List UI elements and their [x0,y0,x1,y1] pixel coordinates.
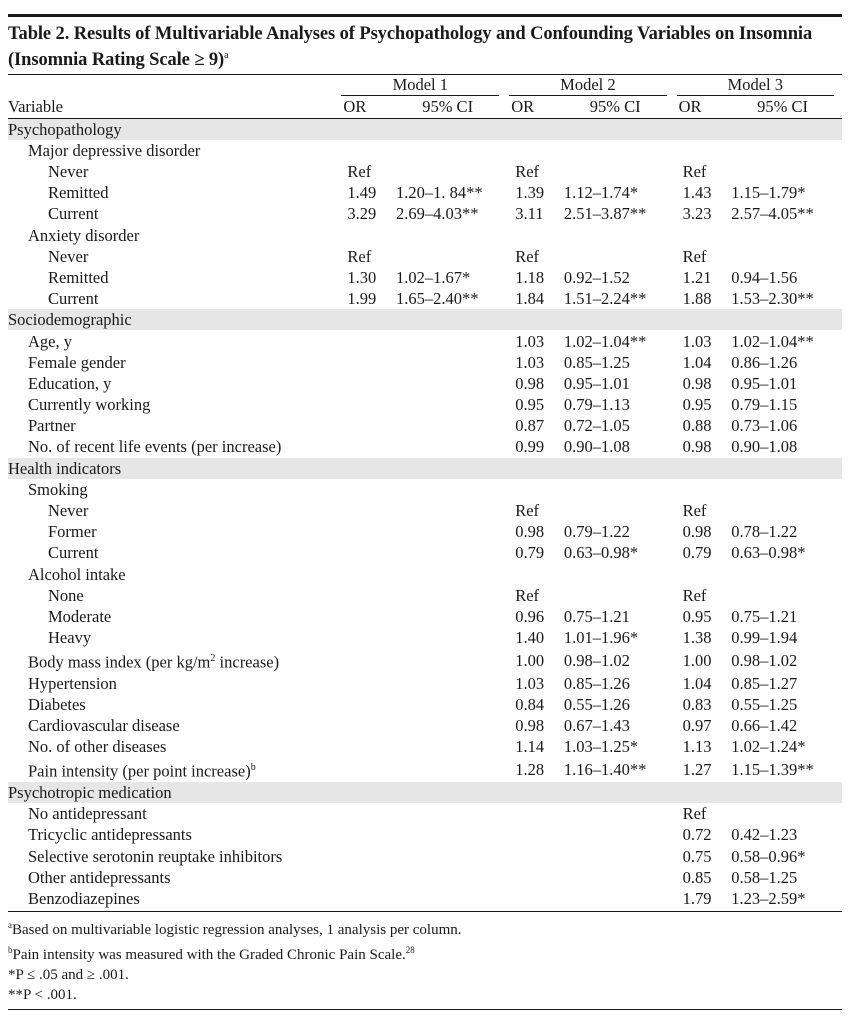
table-row [8,521,842,542]
row-label: Smoking [28,479,88,499]
or-cell [507,479,556,500]
table-row [8,648,842,673]
or-cell [507,803,556,824]
table-row [8,694,842,715]
ci-cell [388,627,507,648]
row-label: Current [48,543,99,563]
ci-cell [388,824,507,845]
or-cell [339,479,388,500]
row-label: Former [48,522,97,542]
ci-cell: 0.98–1.02 [563,650,630,670]
table-row [8,224,842,245]
row-label: Never [48,246,89,266]
table-row [8,394,842,415]
row-label: Age, y [28,331,72,351]
ci-cell: 0.90–1.08 [731,437,798,457]
footnotes [8,912,842,1005]
ci-cell: 0.85–1.25 [563,352,630,372]
or-cell [507,224,556,245]
or-cell: 0.88 [682,416,712,436]
or-cell [339,846,388,867]
or-cell [507,846,556,867]
ci-cell: 1.15–1.39** [731,760,814,780]
or-cell: 1.30 [347,267,377,287]
ci-cell [388,436,507,457]
ci-cell [556,161,675,182]
ci-header: 95% CI [723,96,842,118]
ci-cell: 0.90–1.08 [563,437,630,457]
ci-cell: 0.63–0.98* [731,543,806,563]
ci-cell: 1.53–2.30** [731,289,814,309]
or-cell: 0.72 [682,825,712,845]
ci-cell: 0.79–1.22 [563,522,630,542]
ci-cell: 0.99–1.94 [731,628,798,648]
ci-cell: 0.72–1.05 [563,416,630,436]
ci-cell: 1.02–1.67* [396,267,471,287]
row-label: Cardiovascular disease [28,716,180,736]
row-label: Anxiety disorder [28,225,140,245]
ci-cell [388,673,507,694]
ci-cell: 1.65–2.40** [396,289,479,309]
ci-cell: 2.69–4.03** [396,204,479,224]
or-cell [507,140,556,161]
row-label: None [48,585,84,605]
ci-cell [556,563,675,584]
or-cell: 1.18 [515,267,545,287]
ci-cell [723,140,842,161]
table-row [8,203,842,224]
ci-cell [556,585,675,606]
ci-cell: 0.67–1.43 [563,716,630,736]
ci-cell: 1.12–1.74* [563,183,639,203]
or-cell [339,224,388,245]
section-label: Psychotropic medication [8,782,842,803]
row-label: Hypertension [28,673,117,693]
table-row [8,585,842,606]
or-cell: Ref [515,162,540,181]
section-header-row [8,458,842,479]
ci-cell [388,352,507,373]
section-label: Sociodemographic [8,309,842,330]
footnote: *P ≤ .05 and ≥ .001. [8,967,129,984]
model-3-header: Model 3 [675,75,842,96]
ci-cell [723,224,842,245]
row-label: Selective serotonin reuptake inhibitors [28,846,283,866]
table-row [8,500,842,521]
table-row [8,606,842,627]
row-label: Remitted [48,183,109,203]
ci-cell: 0.85–1.27 [731,673,798,693]
ci-cell: 1.20–1. 84** [396,183,483,203]
ci-cell: 0.85–1.26 [563,673,630,693]
or-cell [339,373,388,394]
or-cell [675,224,724,245]
section-header-row [8,118,842,140]
row-label: Benzodiazepines [28,889,140,908]
or-cell [339,330,388,351]
ci-cell: 0.92–1.52 [563,267,630,287]
or-cell: 1.84 [515,289,545,309]
or-cell: 0.98 [515,373,545,393]
or-cell [339,394,388,415]
or-cell: 1.43 [682,183,712,203]
or-cell: 0.96 [515,606,545,626]
or-cell: 1.13 [682,737,712,757]
row-label: No antidepressant [28,804,147,824]
or-cell: 0.95 [682,606,712,626]
ci-cell: 0.55–1.25 [731,695,798,714]
or-cell: 1.79 [682,889,712,908]
model-2-header: Model 2 [507,75,674,96]
or-cell: 1.88 [682,289,712,309]
row-label: Tricyclic antidepressants [28,825,192,845]
ci-cell [556,246,675,267]
ci-cell: 0.75–1.21 [731,606,798,626]
ci-cell [556,140,675,161]
table-row [8,140,842,161]
ci-cell [723,803,842,824]
or-cell: 0.79 [515,543,545,563]
section-label: Psychopathology [8,118,842,140]
or-cell [339,867,388,888]
or-cell: 0.84 [515,695,545,714]
table-row [8,182,842,203]
or-cell: 0.98 [515,716,545,736]
or-cell: Ref [515,585,540,605]
or-cell [339,673,388,694]
ci-cell: 1.01–1.96* [563,628,639,648]
or-cell: 1.00 [515,650,545,670]
or-cell [339,521,388,542]
ci-cell [556,224,675,245]
or-cell: 0.95 [682,395,712,415]
ci-cell [388,606,507,627]
ci-cell [388,585,507,606]
ci-cell: 0.63–0.98* [563,543,639,563]
table-row [8,715,842,736]
or-cell: 1.03 [682,331,712,351]
or-cell [339,585,388,606]
or-cell: 1.00 [682,650,712,670]
table-row [8,673,842,694]
or-cell: 3.11 [515,204,544,224]
or-header: OR [675,96,724,118]
footnote: $^a$Based on multivariable logistic regression analyses, 1 analysis per column. [8,920,462,939]
or-cell: Ref [682,162,707,181]
ci-cell: 0.79–1.15 [731,395,798,415]
ci-cell: 1.03–1.25* [563,737,639,757]
ci-cell: 2.51–3.87** [563,204,647,224]
or-cell [339,888,388,909]
ci-cell: 0.94–1.56 [731,267,798,287]
table-row [8,267,842,288]
or-cell [675,479,724,500]
or-cell [339,715,388,736]
or-cell: 0.98 [515,522,545,542]
or-cell [339,542,388,563]
ci-cell: 1.02–1.24* [731,737,806,757]
table-row [8,736,842,757]
table-title [8,17,842,74]
row-label: Other antidepressants [28,867,171,887]
ci-cell [388,542,507,563]
ci-cell [556,867,675,888]
row-label: Major depressive disorder [28,140,201,160]
table-row [8,352,842,373]
ci-cell [388,330,507,351]
or-cell: 1.49 [347,183,377,203]
or-cell: 0.99 [515,437,545,457]
row-label: Alcohol intake [28,564,126,584]
or-cell: Ref [347,162,372,181]
or-cell: 0.85 [682,867,712,887]
ci-cell: 0.73–1.06 [731,416,798,436]
or-cell: Ref [682,585,707,605]
or-cell: 1.21 [682,267,712,287]
or-header: OR [339,96,388,118]
ci-cell [556,479,675,500]
ci-cell [556,803,675,824]
or-cell [339,648,388,673]
or-cell: 0.75 [682,846,712,866]
ci-cell [723,585,842,606]
row-label: Never [48,162,89,181]
or-cell: 1.03 [515,673,545,693]
or-cell [507,824,556,845]
or-cell: 0.87 [515,416,545,436]
row-label: Remitted [48,267,109,287]
or-cell: 1.03 [515,331,545,351]
table-row [8,563,842,584]
or-cell: 1.14 [515,737,545,757]
ci-cell [723,161,842,182]
or-cell: 0.95 [515,395,545,415]
table-row [8,373,842,394]
or-cell [507,867,556,888]
ci-cell [388,373,507,394]
table-row [8,161,842,182]
model-1-header: Model 1 [339,75,507,96]
or-cell [339,627,388,648]
ci-cell: 1.02–1.04** [731,331,814,351]
ci-cell: 0.95–1.01 [563,373,630,393]
or-cell: 1.27 [682,760,712,780]
section-label: Health indicators [8,458,842,479]
table-row [8,330,842,351]
section-header-row [8,309,842,330]
ci-cell [388,415,507,436]
table-row [8,542,842,563]
or-cell [339,563,388,584]
ci-cell [388,803,507,824]
table-row [8,757,842,782]
ci-cell: 1.23–2.59* [731,889,806,908]
ci-header: 95% CI [388,96,507,118]
section-header-row [8,782,842,803]
title-footnote-mark: a [224,50,229,61]
table-container [8,0,842,1010]
or-cell: 1.38 [682,628,712,648]
row-label: Partner [28,416,76,436]
ci-cell [388,479,507,500]
or-cell: 1.04 [682,673,712,693]
or-cell [339,436,388,457]
ci-cell [388,694,507,715]
row-label: No. of recent life events (per increase) [28,437,282,457]
row-label: Female gender [28,352,126,372]
footnote: **P < .001. [8,987,77,1004]
ci-cell [388,648,507,673]
ci-cell [388,140,507,161]
ci-cell: 0.55–1.26 [563,695,630,714]
ci-cell: 0.86–1.26 [731,352,798,372]
ci-cell [556,824,675,845]
ci-cell [388,757,507,782]
ci-cell [723,246,842,267]
table-row [8,246,842,267]
table-row [8,846,842,867]
row-label: Moderate [48,606,112,626]
ci-cell [388,161,507,182]
row-label: No. of other diseases [28,737,167,757]
or-cell [339,824,388,845]
or-cell [675,563,724,584]
row-label: Currently working [28,395,151,415]
row-label: Heavy [48,628,92,648]
or-cell: 1.39 [515,183,545,203]
ci-cell: 1.16–1.40** [563,760,647,780]
footnote: $^b$Pain intensity was measured with the Graded Chronic Pain Scale.$^{28}$ [8,945,415,964]
ci-cell [388,224,507,245]
ci-cell: 0.95–1.01 [731,373,798,393]
row-label: Diabetes [28,695,86,714]
variable-header: Variable [8,96,339,118]
ci-cell: 0.66–1.42 [731,716,798,736]
ci-cell [388,715,507,736]
or-cell [507,563,556,584]
or-cell [339,352,388,373]
or-cell: 0.98 [682,522,712,542]
or-cell: 1.28 [515,760,545,780]
row-label: Pain intensity (per point increase)$^b$ [28,761,256,781]
table-row [8,415,842,436]
ci-header: 95% CI [556,96,675,118]
ci-cell: 0.42–1.23 [731,825,798,845]
ci-cell [388,563,507,584]
row-label: Never [48,501,89,520]
ci-cell: 1.02–1.04** [563,331,647,351]
ci-cell: 0.79–1.13 [563,395,630,415]
ci-cell [388,521,507,542]
ci-cell [388,867,507,888]
or-cell: Ref [682,804,707,824]
or-cell: Ref [682,501,707,520]
table-row [8,288,842,309]
table-row [8,803,842,824]
or-cell [339,606,388,627]
or-cell: Ref [347,246,372,266]
ci-cell [388,846,507,867]
row-label: Current [48,204,99,224]
or-header: OR [507,96,556,118]
row-label: Education, y [28,373,112,393]
or-cell: 1.99 [347,289,377,309]
ci-cell: 0.98–1.02 [731,650,798,670]
bottom-rule [8,1009,842,1010]
or-cell: 1.40 [515,628,545,648]
table-row [8,824,842,845]
ci-cell: 1.15–1.79* [731,183,806,203]
ci-cell [723,563,842,584]
or-cell: 0.79 [682,543,712,563]
ci-cell: 0.75–1.21 [563,606,630,626]
or-cell [339,140,388,161]
or-cell [339,803,388,824]
table-row [8,867,842,888]
table-row [8,888,842,909]
or-cell: 0.98 [682,373,712,393]
ci-cell [388,394,507,415]
row-label: Current [48,289,99,309]
or-cell: Ref [515,501,540,520]
ci-cell [388,736,507,757]
or-cell [507,888,556,909]
or-cell: 0.98 [682,437,712,457]
or-cell: 0.97 [682,716,712,736]
ci-cell [388,500,507,521]
ci-cell: 0.58–1.25 [731,867,798,887]
or-cell: Ref [682,246,707,266]
table-row [8,479,842,500]
table-title-text: Table 2. Results of Multivariable Analyses of Psychopathology and Confounding Variables on Insomnia (Insomnia Rating Scale ≥ 9) [8,24,813,71]
ci-cell [556,500,675,521]
or-cell: 3.23 [682,204,712,224]
ci-cell [388,888,507,909]
ci-cell: 1.51–2.24** [563,289,647,309]
ci-cell: 2.57–4.05** [731,204,814,224]
table-body [8,118,842,909]
or-cell: 3.29 [347,204,377,224]
ci-cell [556,888,675,909]
row-label: Body mass index (per $kg/m^2$ increase) [28,652,280,672]
ci-cell [723,479,842,500]
results-table [8,75,842,909]
table-row [8,436,842,457]
or-cell: 1.03 [515,352,545,372]
or-cell: Ref [515,246,540,266]
model-header-row [8,75,842,96]
ci-cell [723,500,842,521]
or-cell [339,736,388,757]
or-cell: 0.83 [682,695,712,714]
or-cell [339,694,388,715]
ci-cell [556,846,675,867]
or-cell [339,500,388,521]
column-header-row [8,96,842,118]
or-cell: 1.04 [682,352,712,372]
or-cell [339,757,388,782]
ci-cell [388,246,507,267]
or-cell [339,415,388,436]
or-cell [675,140,724,161]
ci-cell: 0.58–0.96* [731,846,806,866]
ci-cell: 0.78–1.22 [731,522,798,542]
table-row [8,627,842,648]
